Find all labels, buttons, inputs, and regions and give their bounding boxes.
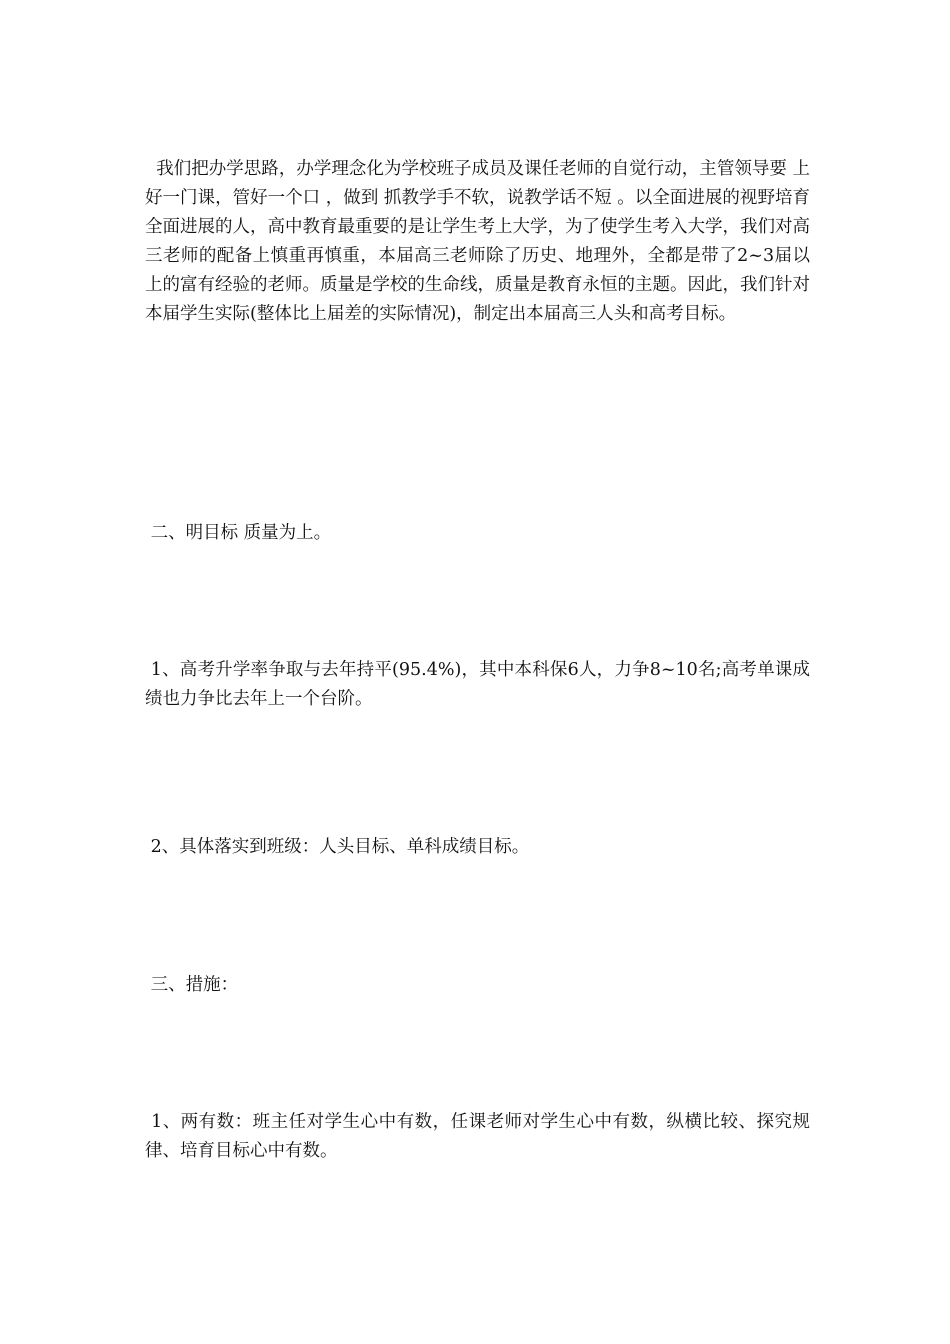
measure-item-1: 1、两有数：班主任对学生心中有数，任课老师对学生心中有数，纵横比较、探究规律、培育目标心中有数。 — [145, 1112, 810, 1161]
intro-paragraph: 我们把办学思路，办学理念化为学校班子成员及课任老师的自觉行动，主管领导要 上好一门课，管好一个口 ，做到 抓教学手不软，说教学话不短 。以全面进展的视野培育全面进展的人，高中教育最重要的是让学生考上大学，为了使学生考入大学，我们对高三老师的配备上慎重再慎重，本届高三老师除了历史、地理外，全都是带了2~3届以上的富有经验的老师。质量是学校的生命线，质量是教育永恒的主题。因此，我们针对本届学生实际(整体比上届差的实际情况)，制定出本届高三人头和高考目标。 — [145, 159, 810, 324]
section-heading-measures: 三、措施： — [145, 975, 239, 995]
goal-item-1: 1、高考升学率争取与去年持平(95.4%)，其中本科保6人，力争8~10名;高考单课成绩也力争比去年上一个台阶。 — [145, 660, 810, 709]
section-heading-goals: 二、明目标 质量为上。 — [145, 523, 332, 543]
goal-item-2: 2、具体落实到班级：人头目标、单科成绩目标。 — [145, 837, 530, 857]
